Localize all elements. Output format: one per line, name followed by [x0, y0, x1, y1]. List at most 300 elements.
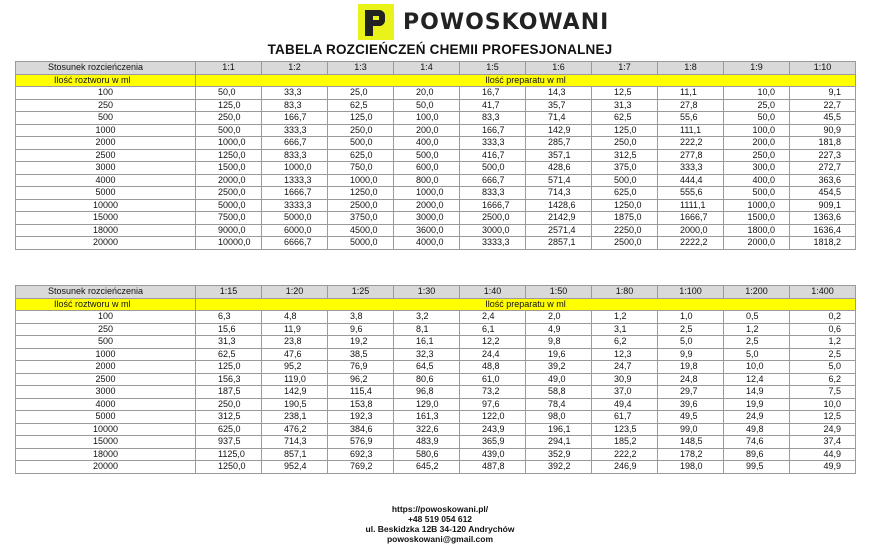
product-amount-cell: 200,0	[724, 137, 790, 150]
solution-amount-cell: 4000	[16, 398, 196, 411]
product-amount-cell: 19,2	[328, 336, 394, 349]
email-link[interactable]: powoskowani@gmail.com	[386, 534, 494, 544]
product-amount-cell: 4,9	[526, 323, 592, 336]
product-amount-cell: 12,5	[790, 411, 856, 424]
table-row	[16, 398, 856, 411]
table-row	[16, 187, 856, 200]
product-amount-cell: 14,9	[724, 386, 790, 399]
product-amount-cell: 97,6	[460, 398, 526, 411]
product-amount-cell: 1000,0	[328, 174, 394, 187]
product-amount-cell: 200,0	[394, 124, 460, 137]
solution-amount-cell: 20000	[16, 461, 196, 474]
product-amount-cell: 23,8	[262, 336, 328, 349]
product-amount-cell: 31,3	[592, 99, 658, 112]
solution-amount-cell: 15000	[16, 436, 196, 449]
product-amount-cell: 100,0	[394, 112, 460, 125]
product-amount-cell: 1666,7	[658, 212, 724, 225]
product-amount-cell: 198,0	[658, 461, 724, 474]
table-row	[16, 323, 856, 336]
product-amount-cell: 0,5	[724, 311, 790, 324]
product-amount-cell: 190,5	[262, 398, 328, 411]
product-amount-cell: 29,7	[658, 386, 724, 399]
product-amount-cell: 50,0	[394, 99, 460, 112]
product-amount-cell: 6,3	[196, 311, 262, 324]
product-amount-cell: 571,4	[526, 174, 592, 187]
brand-name: POWOSKOWANI	[403, 9, 610, 35]
product-amount-cell: 125,0	[196, 361, 262, 374]
product-amount-cell: 5,0	[658, 336, 724, 349]
product-amount-cell: 2857,1	[526, 237, 592, 250]
product-amount-cell: 238,1	[262, 411, 328, 424]
product-amount-cell: 192,3	[328, 411, 394, 424]
product-amount-cell: 10,0	[724, 361, 790, 374]
table-row	[16, 87, 856, 100]
product-amount-cell: 357,1	[526, 149, 592, 162]
solution-amount-cell: 2500	[16, 149, 196, 162]
product-amount-cell: 250,0	[196, 112, 262, 125]
product-amount-cell: 122,0	[460, 411, 526, 424]
product-amount-cell: 2142,9	[526, 212, 592, 225]
product-amount-cell: 1000,0	[394, 187, 460, 200]
product-amount-cell: 4,8	[262, 311, 328, 324]
product-amount-cell: 96,2	[328, 373, 394, 386]
product-amount-cell: 1000,0	[262, 162, 328, 175]
product-amount-cell: 196,1	[526, 423, 592, 436]
solution-amount-cell: 20000	[16, 237, 196, 250]
product-amount-cell: 98,0	[526, 411, 592, 424]
logo-icon	[358, 4, 394, 40]
product-amount-label: Ilość preparatu w ml	[196, 74, 856, 87]
product-amount-cell: 49,4	[592, 398, 658, 411]
product-amount-cell: 3750,0	[328, 212, 394, 225]
product-amount-cell: 1,0	[658, 311, 724, 324]
product-amount-cell: 222,2	[592, 448, 658, 461]
product-amount-cell: 580,6	[394, 448, 460, 461]
product-amount-cell: 83,3	[262, 99, 328, 112]
product-amount-cell: 33,3	[262, 87, 328, 100]
product-amount-cell: 19,9	[724, 398, 790, 411]
product-amount-cell: 333,3	[460, 137, 526, 150]
product-amount-cell: 375,0	[592, 162, 658, 175]
ratio-header-cell: 1:2	[262, 62, 328, 75]
contact-footer	[0, 504, 880, 544]
solution-amount-cell: 1000	[16, 124, 196, 137]
product-amount-cell: 20,0	[394, 87, 460, 100]
product-amount-cell: 178,2	[658, 448, 724, 461]
table-row	[16, 224, 856, 237]
solution-amount-cell: 15000	[16, 212, 196, 225]
product-amount-cell: 1250,0	[196, 149, 262, 162]
product-amount-cell: 12,2	[460, 336, 526, 349]
product-amount-cell: 555,6	[658, 187, 724, 200]
product-amount-cell: 1800,0	[724, 224, 790, 237]
ratio-header-cell: 1:8	[658, 62, 724, 75]
product-amount-cell: 1333,3	[262, 174, 328, 187]
product-amount-cell: 714,3	[526, 187, 592, 200]
product-amount-cell: 49,0	[526, 373, 592, 386]
product-amount-cell: 99,5	[724, 461, 790, 474]
product-amount-cell: 2000,0	[394, 199, 460, 212]
product-amount-cell: 1363,6	[790, 212, 856, 225]
ratio-header-row	[16, 62, 856, 75]
product-amount-cell: 483,9	[394, 436, 460, 449]
product-amount-cell: 62,5	[592, 112, 658, 125]
solution-amount-cell: 5000	[16, 411, 196, 424]
table-row	[16, 124, 856, 137]
product-amount-cell: 600,0	[394, 162, 460, 175]
table-row	[16, 237, 856, 250]
product-amount-cell: 2000,0	[724, 237, 790, 250]
product-amount-cell: 19,8	[658, 361, 724, 374]
product-amount-cell: 9000,0	[196, 224, 262, 237]
solution-amount-cell: 10000	[16, 423, 196, 436]
product-amount-cell: 100,0	[724, 124, 790, 137]
product-amount-cell: 333,3	[658, 162, 724, 175]
product-amount-cell: 27,8	[658, 99, 724, 112]
product-amount-cell: 76,9	[328, 361, 394, 374]
product-amount-cell: 4500,0	[328, 224, 394, 237]
address: ul. Beskidzka 12B 34-120 Andrychów	[365, 524, 515, 534]
product-amount-cell: 9,9	[658, 348, 724, 361]
product-amount-cell: 22,7	[790, 99, 856, 112]
product-amount-cell: 285,7	[526, 137, 592, 150]
product-amount-cell: 80,6	[394, 373, 460, 386]
solution-amount-label: Ilość roztworu w ml	[16, 74, 196, 87]
product-amount-cell: 2,0	[526, 311, 592, 324]
product-amount-cell: 41,7	[460, 99, 526, 112]
product-amount-cell: 500,0	[724, 187, 790, 200]
product-amount-cell: 750,0	[328, 162, 394, 175]
product-amount-cell: 428,6	[526, 162, 592, 175]
product-amount-cell: 24,4	[460, 348, 526, 361]
table-row	[16, 137, 856, 150]
table-row	[16, 373, 856, 386]
product-amount-cell: 129,0	[394, 398, 460, 411]
product-amount-cell: 10000,0	[196, 237, 262, 250]
product-amount-cell: 19,6	[526, 348, 592, 361]
product-amount-cell: 71,4	[526, 112, 592, 125]
product-amount-cell: 2,5	[724, 336, 790, 349]
product-amount-cell: 392,2	[526, 461, 592, 474]
product-amount-cell: 937,5	[196, 436, 262, 449]
product-amount-cell: 1666,7	[262, 187, 328, 200]
product-amount-cell: 454,5	[790, 187, 856, 200]
product-amount-cell: 5,0	[790, 361, 856, 374]
product-amount-cell: 2000,0	[196, 174, 262, 187]
product-amount-cell: 6000,0	[262, 224, 328, 237]
ratio-header-cell: 1:1	[196, 62, 262, 75]
product-amount-cell: 4000,0	[394, 237, 460, 250]
product-amount-cell: 10,0	[790, 398, 856, 411]
product-amount-cell: 185,2	[592, 436, 658, 449]
product-amount-cell: 2500,0	[460, 212, 526, 225]
subheader-row	[16, 298, 856, 311]
product-amount-cell: 24,9	[790, 423, 856, 436]
product-amount-cell: 5,0	[724, 348, 790, 361]
product-amount-cell: 1250,0	[328, 187, 394, 200]
product-amount-cell: 58,8	[526, 386, 592, 399]
product-amount-cell: 625,0	[196, 423, 262, 436]
product-amount-cell: 243,9	[460, 423, 526, 436]
product-amount-cell: 3,2	[394, 311, 460, 324]
product-amount-cell: 89,6	[724, 448, 790, 461]
product-amount-cell: 1250,0	[196, 461, 262, 474]
ratio-header-cell: 1:3	[328, 62, 394, 75]
table-row	[16, 461, 856, 474]
solution-amount-cell: 250	[16, 323, 196, 336]
product-amount-cell: 38,5	[328, 348, 394, 361]
product-amount-cell: 37,0	[592, 386, 658, 399]
table-row	[16, 336, 856, 349]
product-amount-cell: 123,5	[592, 423, 658, 436]
product-amount-cell: 0,2	[790, 311, 856, 324]
product-amount-cell: 74,6	[724, 436, 790, 449]
ratio-header-cell: 1:200	[724, 286, 790, 299]
product-amount-cell: 1111,1	[658, 199, 724, 212]
product-amount-cell: 111,1	[658, 124, 724, 137]
product-amount-cell: 384,6	[328, 423, 394, 436]
product-amount-cell: 487,8	[460, 461, 526, 474]
product-amount-cell: 3600,0	[394, 224, 460, 237]
product-amount-cell: 363,6	[790, 174, 856, 187]
product-amount-cell: 62,5	[328, 99, 394, 112]
ratio-header-cell: 1:7	[592, 62, 658, 75]
product-amount-cell: 3000,0	[394, 212, 460, 225]
product-amount-cell: 12,3	[592, 348, 658, 361]
product-amount-cell: 25,0	[328, 87, 394, 100]
product-amount-cell: 83,3	[460, 112, 526, 125]
product-amount-cell: 48,8	[460, 361, 526, 374]
product-amount-cell: 576,9	[328, 436, 394, 449]
product-amount-cell: 277,8	[658, 149, 724, 162]
solution-amount-cell: 100	[16, 311, 196, 324]
product-amount-cell: 294,1	[526, 436, 592, 449]
product-amount-cell: 2571,4	[526, 224, 592, 237]
product-amount-cell: 333,3	[262, 124, 328, 137]
solution-amount-label: Ilość roztworu w ml	[16, 298, 196, 311]
product-amount-cell: 148,5	[658, 436, 724, 449]
ratio-header-cell: 1:9	[724, 62, 790, 75]
product-amount-cell: 12,4	[724, 373, 790, 386]
product-amount-cell: 3333,3	[460, 237, 526, 250]
product-amount-cell: 166,7	[262, 112, 328, 125]
ratio-header-cell: 1:6	[526, 62, 592, 75]
brand-logo	[358, 2, 609, 42]
ratio-header-cell: 1:15	[196, 286, 262, 299]
product-amount-cell: 1875,0	[592, 212, 658, 225]
solution-amount-cell: 500	[16, 336, 196, 349]
ratio-header-cell: 1:30	[394, 286, 460, 299]
product-amount-cell: 312,5	[592, 149, 658, 162]
product-amount-cell: 44,9	[790, 448, 856, 461]
product-amount-cell: 2000,0	[658, 224, 724, 237]
table-row	[16, 99, 856, 112]
product-amount-cell: 0,6	[790, 323, 856, 336]
product-amount-cell: 47,6	[262, 348, 328, 361]
ratio-header-cell: 1:100	[658, 286, 724, 299]
table-row	[16, 361, 856, 374]
product-amount-cell: 1,2	[724, 323, 790, 336]
product-amount-cell: 30,9	[592, 373, 658, 386]
product-amount-cell: 61,0	[460, 373, 526, 386]
table-row	[16, 149, 856, 162]
product-amount-cell: 857,1	[262, 448, 328, 461]
product-amount-cell: 250,0	[328, 124, 394, 137]
product-amount-cell: 2222,2	[658, 237, 724, 250]
product-amount-cell: 625,0	[328, 149, 394, 162]
solution-amount-cell: 18000	[16, 448, 196, 461]
product-amount-cell: 800,0	[394, 174, 460, 187]
product-amount-cell: 125,0	[196, 99, 262, 112]
product-amount-cell: 49,9	[790, 461, 856, 474]
table-row	[16, 423, 856, 436]
product-amount-cell: 250,0	[196, 398, 262, 411]
product-amount-cell: 3,1	[592, 323, 658, 336]
product-amount-cell: 312,5	[196, 411, 262, 424]
product-amount-cell: 500,0	[328, 137, 394, 150]
product-amount-cell: 125,0	[592, 124, 658, 137]
phone-number: +48 519 054 612	[407, 514, 473, 524]
product-amount-cell: 16,7	[460, 87, 526, 100]
solution-amount-cell: 2500	[16, 373, 196, 386]
product-amount-cell: 625,0	[592, 187, 658, 200]
product-amount-cell: 49,8	[724, 423, 790, 436]
product-amount-cell: 99,0	[658, 423, 724, 436]
table-row	[16, 348, 856, 361]
product-amount-cell: 142,9	[526, 124, 592, 137]
table-row	[16, 112, 856, 125]
product-amount-cell: 246,9	[592, 461, 658, 474]
product-amount-cell: 2250,0	[592, 224, 658, 237]
product-amount-cell: 95,2	[262, 361, 328, 374]
product-amount-cell: 400,0	[724, 174, 790, 187]
product-amount-cell: 14,3	[526, 87, 592, 100]
product-amount-cell: 645,2	[394, 461, 460, 474]
product-amount-cell: 500,0	[460, 162, 526, 175]
product-amount-cell: 1125,0	[196, 448, 262, 461]
product-amount-cell: 714,3	[262, 436, 328, 449]
product-amount-cell: 10,0	[724, 87, 790, 100]
product-amount-cell: 5000,0	[196, 199, 262, 212]
table-row	[16, 411, 856, 424]
product-amount-cell: 96,8	[394, 386, 460, 399]
product-amount-cell: 161,3	[394, 411, 460, 424]
product-amount-cell: 500,0	[592, 174, 658, 187]
product-amount-cell: 250,0	[724, 149, 790, 162]
product-amount-cell: 73,2	[460, 386, 526, 399]
table-row	[16, 199, 856, 212]
solution-amount-cell: 2000	[16, 137, 196, 150]
product-amount-cell: 55,6	[658, 112, 724, 125]
product-amount-cell: 6,2	[790, 373, 856, 386]
website-link[interactable]: https://powoskowani.pl/	[391, 504, 489, 514]
product-amount-cell: 45,5	[790, 112, 856, 125]
product-amount-cell: 2,5	[790, 348, 856, 361]
product-amount-cell: 692,3	[328, 448, 394, 461]
product-amount-cell: 24,7	[592, 361, 658, 374]
product-amount-cell: 250,0	[592, 137, 658, 150]
product-amount-cell: 39,6	[658, 398, 724, 411]
ratio-header-row	[16, 286, 856, 299]
ratio-header-cell: 1:50	[526, 286, 592, 299]
table-row	[16, 162, 856, 175]
product-amount-cell: 6666,7	[262, 237, 328, 250]
ratio-header-cell: 1:4	[394, 62, 460, 75]
product-amount-cell: 7500,0	[196, 212, 262, 225]
ratio-header-cell: 1:25	[328, 286, 394, 299]
product-amount-cell: 666,7	[262, 137, 328, 150]
product-amount-cell: 2,4	[460, 311, 526, 324]
product-amount-cell: 2500,0	[328, 199, 394, 212]
table-row	[16, 174, 856, 187]
product-amount-cell: 909,1	[790, 199, 856, 212]
product-amount-cell: 1666,7	[460, 199, 526, 212]
ratio-header-label: Stosunek rozcieńczenia	[16, 62, 196, 75]
product-amount-cell: 9,6	[328, 323, 394, 336]
product-amount-cell: 1636,4	[790, 224, 856, 237]
solution-amount-cell: 1000	[16, 348, 196, 361]
solution-amount-cell: 500	[16, 112, 196, 125]
product-amount-cell: 439,0	[460, 448, 526, 461]
product-amount-cell: 2500,0	[592, 237, 658, 250]
solution-amount-cell: 250	[16, 99, 196, 112]
product-amount-cell: 187,5	[196, 386, 262, 399]
product-amount-cell: 3,8	[328, 311, 394, 324]
product-amount-cell: 952,4	[262, 461, 328, 474]
solution-amount-cell: 2000	[16, 361, 196, 374]
product-amount-cell: 1818,2	[790, 237, 856, 250]
table-row	[16, 436, 856, 449]
product-amount-cell: 90,9	[790, 124, 856, 137]
product-amount-cell: 125,0	[328, 112, 394, 125]
product-amount-cell: 9,1	[790, 87, 856, 100]
product-amount-cell: 50,0	[196, 87, 262, 100]
product-amount-cell: 11,1	[658, 87, 724, 100]
product-amount-cell: 272,7	[790, 162, 856, 175]
product-amount-cell: 1000,0	[724, 199, 790, 212]
product-amount-cell: 500,0	[196, 124, 262, 137]
product-amount-cell: 156,3	[196, 373, 262, 386]
ratio-header-cell: 1:5	[460, 62, 526, 75]
product-amount-cell: 833,3	[460, 187, 526, 200]
dilution-table-1	[15, 61, 856, 250]
product-amount-cell: 2500,0	[196, 187, 262, 200]
product-amount-cell: 39,2	[526, 361, 592, 374]
product-amount-cell: 153,8	[328, 398, 394, 411]
product-amount-cell: 64,5	[394, 361, 460, 374]
ratio-header-label: Stosunek rozcieńczenia	[16, 286, 196, 299]
dilution-table-2	[15, 285, 856, 474]
product-amount-cell: 3000,0	[460, 224, 526, 237]
product-amount-cell: 61,7	[592, 411, 658, 424]
product-amount-cell: 300,0	[724, 162, 790, 175]
product-amount-cell: 1500,0	[196, 162, 262, 175]
page-title: TABELA ROZCIEŃCZEŃ CHEMII PROFESJONALNEJ	[267, 42, 613, 57]
product-amount-cell: 322,6	[394, 423, 460, 436]
product-amount-cell: 8,1	[394, 323, 460, 336]
table-row	[16, 311, 856, 324]
solution-amount-cell: 10000	[16, 199, 196, 212]
product-amount-cell: 62,5	[196, 348, 262, 361]
product-amount-cell: 5000,0	[328, 237, 394, 250]
product-amount-cell: 1,2	[592, 311, 658, 324]
product-amount-cell: 142,9	[262, 386, 328, 399]
product-amount-cell: 6,2	[592, 336, 658, 349]
product-amount-cell: 1000,0	[196, 137, 262, 150]
product-amount-cell: 1250,0	[592, 199, 658, 212]
product-amount-cell: 2,5	[658, 323, 724, 336]
product-amount-cell: 5000,0	[262, 212, 328, 225]
